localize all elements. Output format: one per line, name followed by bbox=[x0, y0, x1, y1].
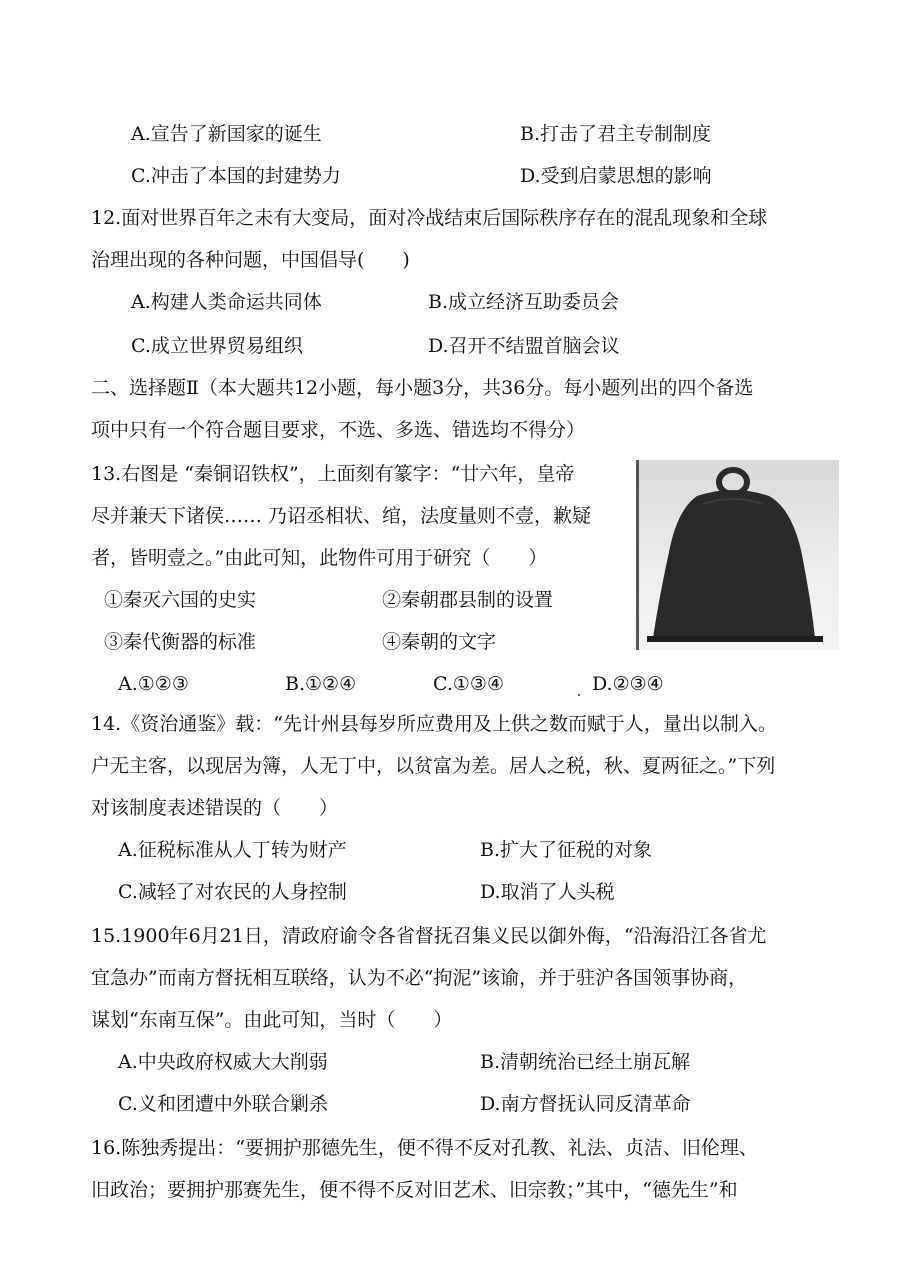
q13-option-c: C.①③④ bbox=[433, 673, 504, 695]
section2-header-line1: 二、选择题Ⅱ（本大题共12小题，每小题3分，共36分。每小题列出的四个备选 bbox=[91, 377, 754, 399]
q15-option-c: C.义和团遭中外联合剿杀 bbox=[118, 1093, 328, 1115]
q15-stem-line3: 谋划“东南互保”。由此可知，当时（ ） bbox=[91, 1009, 453, 1031]
q11-option-d: D.受到启蒙思想的影响 bbox=[520, 165, 712, 187]
q13-stem-line2: 尽并兼天下诸侯…… 乃诏丞相状、绾，法度量则不壹，歉疑 bbox=[91, 505, 592, 527]
q14-option-c: C.减轻了对农民的人身控制 bbox=[118, 881, 347, 903]
q14-stem-line3: 对该制度表述错误的（ ） bbox=[91, 797, 339, 819]
q15-option-d: D.南方督抚认同反清革命 bbox=[480, 1093, 691, 1115]
q14-stem-line2: 户无主客，以现居为簿，人无丁中，以贫富为差。居人之税，秋、夏两征之。”下列 bbox=[91, 755, 776, 777]
bronze-weight-icon bbox=[639, 460, 839, 650]
q12-stem-line2: 治理出现的各种问题，中国倡导( ) bbox=[91, 249, 410, 271]
q15-stem-line2: 宜急办”而南方督抚相互联络，认为不必“拘泥”该谕，并于驻沪各国领事协商， bbox=[91, 967, 748, 989]
q12-stem-line1: 12.面对世界百年之未有大变局，面对冷战结束后国际秩序存在的混乱现象和全球 bbox=[91, 207, 768, 229]
q12-option-d: D.召开不结盟首脑会议 bbox=[428, 335, 620, 357]
q13-stem-line1: 13.右图是 “秦铜诏铁权”，上面刻有篆字：“廿六年，皇帝 bbox=[91, 463, 575, 485]
q12-option-b: B.成立经济互助委员会 bbox=[428, 291, 620, 313]
q15-option-b: B.清朝统治已经土崩瓦解 bbox=[480, 1051, 691, 1073]
print-speck bbox=[578, 694, 580, 696]
q13-option-a: A.①②③ bbox=[118, 673, 189, 695]
q15-stem-line1: 15.1900年6月21日，清政府谕令各省督抚召集义民以御外侮，“沿海沿江各省尤 bbox=[91, 925, 767, 947]
q15-option-a: A.中央政府权威大大削弱 bbox=[118, 1051, 328, 1073]
q13-item-3: ③秦代衡器的标准 bbox=[104, 631, 257, 653]
q13-item-2: ②秦朝郡县制的设置 bbox=[382, 589, 554, 611]
q11-option-b: B.打击了君主专制制度 bbox=[520, 123, 712, 145]
q14-option-b: B.扩大了征税的对象 bbox=[480, 839, 653, 861]
q16-stem-line1: 16.陈独秀提出：“要拥护那德先生，便不得不反对孔教、礼法、贞洁、旧伦理、 bbox=[91, 1137, 758, 1159]
q11-option-a: A.宣告了新国家的诞生 bbox=[131, 123, 322, 145]
q16-stem-line2: 旧政治；要拥护那赛先生，便不得不反对旧艺术、旧宗教；”其中，“德先生”和 bbox=[91, 1179, 738, 1201]
q13-stem-line3: 者，皆明壹之。”由此可知，此物件可用于研究（ ） bbox=[91, 547, 548, 569]
q14-option-a: A.征税标准从人丁转为财产 bbox=[118, 839, 347, 861]
q13-item-1: ①秦灭六国的史实 bbox=[104, 589, 257, 611]
q13-item-4: ④秦朝的文字 bbox=[382, 631, 497, 653]
q13-option-d: D.②③④ bbox=[592, 673, 664, 695]
q14-option-d: D.取消了人头税 bbox=[480, 881, 615, 903]
q13-option-b: B.①②④ bbox=[285, 673, 357, 695]
q12-option-a: A.构建人类命运共同体 bbox=[131, 291, 322, 313]
qin-bronze-weight-photo bbox=[636, 460, 839, 650]
q12-option-c: C.成立世界贸易组织 bbox=[131, 335, 303, 357]
q11-option-c: C.冲击了本国的封建势力 bbox=[131, 165, 341, 187]
section2-header-line2: 项中只有一个符合题目要求，不选、多选、错选均不得分） bbox=[91, 419, 586, 441]
q14-stem-line1: 14.《资治通鉴》载：“先计州县每岁所应费用及上供之数而赋于人，量出以制入。 bbox=[91, 713, 777, 735]
